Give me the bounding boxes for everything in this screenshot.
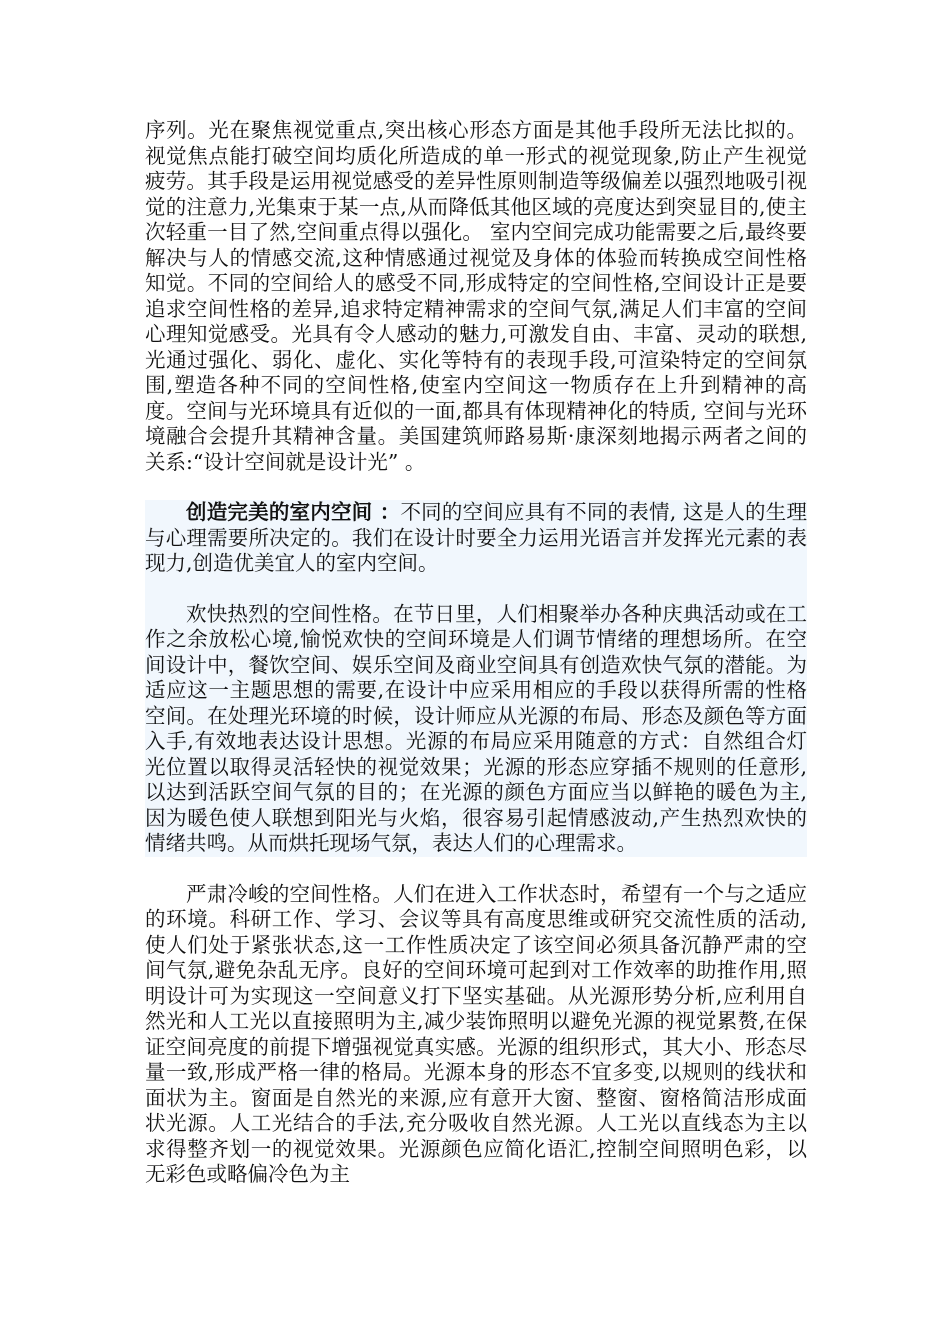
paragraph-text: 不同的空间应具有不同的表情, 这是人的生理与心理需要所决定的。我们在设计时要全力运用光语言并发挥光元素的表现力,创造优美宜人的室内空间。 [145, 500, 807, 575]
paragraph-gap [145, 577, 807, 602]
section-heading: 创造完美的室内空间 ： [186, 500, 401, 524]
paragraph-serious-space: 严肃冷峻的空间性格。人们在进入工作状态时，希望有一个与之适应的环境。科研工作、学习、会议等具有高度思维或研究交流性质的活动,使人们处于紧张状态,这一工作性质决定了该空间必须具备沉静严肃的空间气氛,避免杂乱无序。良好的空间环境可起到对工作效率的助推作用,照明设计可为实现这一空间意义打下坚实基础。从光源形势分析,应利用自然光和人工光以直接照明为主,减少装饰照明以避免光源的视觉累赘,在保证空间亮度的前提下增强视觉真实感。光源的组织形式，其大小、形态尽量一致,形成严格一律的格局。光源本身的形态不宜多变,以规则的线状和面状为主。窗面是自然光的来源,应有意开大窗、整窗、窗格简洁形成面状光源。人工光结合的手法,充分吸收自然光源。人工光以直线态为主以求得整齐划一的视觉效果。光源颜色应简化语汇,控制空间照明色彩，以无彩色或略偏冷色为主 [145, 881, 807, 1186]
document-page [145, 118, 807, 1188]
paragraph-space-and-light: 序列。光在聚焦视觉重点,突出核心形态方面是其他手段所无法比拟的。视觉焦点能打破空间均质化所造成的单一形式的视觉现象,防止产生视觉疲劳。其手段是运用视觉感受的差异性原则制造等级偏差以强烈地吸引视觉的注意力,光集束于某一点,从而降低其他区域的亮度达到突显目的,使主次轻重一目了然,空间重点得以强化。 室内空间完成功能需要之后,最终要解决与人的情感交流,这种情感通过视觉及身体的体验而转换成空间性格知觉。不同的空间给人的感受不同,形成特定的空间性格,空间设计正是要追求空间性格的差异,追求特定精神需求的空间气氛,满足人们丰富的空间心理知觉感受。光具有令人感动的魅力,可激发自由、丰富、灵动的联想,光通过强化、弱化、虚化、实化等特有的表现手段,可渲染特定的空间氛围,塑造各种不同的空间性格,使室内空间这一物质存在上升到精神的高度。空间与光环境具有近似的一面,都具有体现精神化的特质, 空间与光环境融合会提升其精神含量。美国建筑师路易斯·康深刻地揭示两者之间的关系:“设计空间就是设计光” 。 [145, 118, 807, 474]
paragraph-gap [145, 857, 807, 882]
paragraph-cheerful-space: 欢快热烈的空间性格。在节日里，人们相聚举办各种庆典活动或在工作之余放松心境,愉悦欢快的空间环境是人们调节情绪的理想场所。在空间设计中，餐饮空间、娱乐空间及商业空间具有创造欢快气氛的潜能。为适应这一主题思想的需要,在设计中应采用相应的手段以获得所需的性格空间。在处理光环境的时候，设计师应从光源的布局、形态及颜色等方面入手,有效地表达设计思想。光源的布局应采用随意的方式：自然组合灯光位置以取得灵活轻快的视觉效果；光源的形态应穿插不规则的任意形,以达到活跃空间气氛的目的；在光源的颜色方面应当以鲜艳的暖色为主,因为暖色使人联想到阳光与火焰，很容易引起情感波动,产生热烈欢快的情绪共鸣。从而烘托现场气氛，表达人们的心理需求。 [145, 601, 807, 855]
paragraph-perfect-interior [145, 500, 807, 577]
paragraph-gap [145, 475, 807, 500]
